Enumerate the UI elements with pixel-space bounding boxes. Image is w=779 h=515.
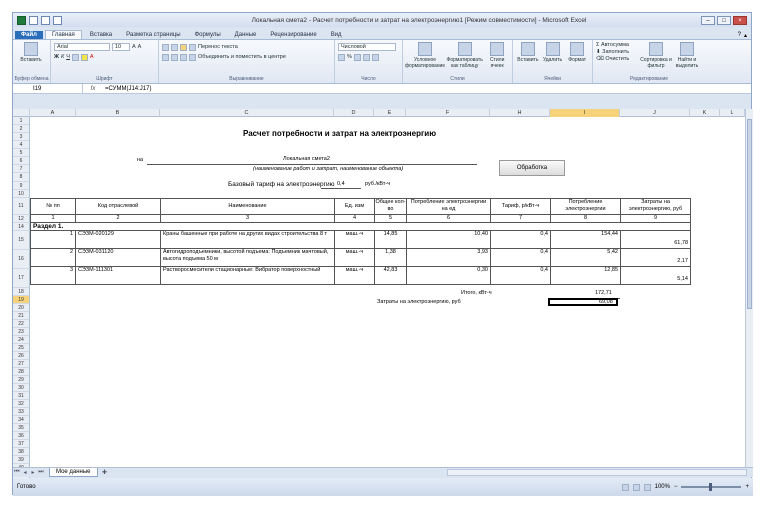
help-icon[interactable]: ? [737, 32, 741, 38]
tab-data[interactable]: Данные [234, 32, 257, 38]
item-name: Автогидроподъемники, высотой подъема: Подъемник мачтовый, высота подъема 50 м [160, 248, 335, 267]
align-right-icon[interactable] [180, 54, 187, 61]
row-header[interactable]: 7 [13, 165, 30, 173]
header-cell: Тариф, р/кВт-ч [490, 198, 551, 215]
fill-color-icon[interactable] [81, 54, 88, 61]
bold-button[interactable]: Ж [54, 54, 59, 60]
tab-formulas[interactable]: Формулы [194, 32, 221, 38]
group-clipboard: Вставить Буфер обмена [13, 40, 51, 83]
group-styles: Условное форматирование Форматировать как таблицу Стили ячеек Стили [403, 40, 513, 83]
item-name: Растворосмесители стационарные: Вибратор поверхностный [160, 266, 335, 285]
header-num: 6 [406, 214, 491, 223]
grow-font-icon[interactable]: A [132, 44, 136, 50]
wrap-text-button[interactable]: Перенос текста [198, 44, 238, 50]
tab-view[interactable]: Вид [330, 32, 342, 38]
row-header[interactable]: 20 [13, 304, 30, 312]
total-value: 172,71 [595, 290, 612, 296]
total-label: Итого, кВт-ч [461, 290, 492, 296]
ribbon-tabs [13, 27, 751, 39]
header-num: 4 [334, 214, 375, 223]
prev-sheet-icon[interactable]: ◂ [23, 470, 27, 476]
align-center-icon[interactable] [171, 54, 178, 61]
item-qty: 14,85 [374, 230, 407, 249]
item-cost: 5,14 [620, 266, 691, 285]
cell-styles-button[interactable]: Стили ячеек [485, 42, 509, 81]
row-header[interactable]: 33 [13, 408, 30, 416]
autosum-button[interactable]: Σ Автосумма [596, 42, 629, 48]
group-cells: Вставить Удалить Формат Ячейки [513, 40, 593, 83]
header-cell: Затраты на электроэнергию, руб [620, 198, 691, 215]
header-cell: Потребление электроэнергии на ед [406, 198, 491, 215]
insert-cells-icon [521, 42, 535, 56]
row-header[interactable]: 24 [13, 336, 30, 344]
conditional-formatting-icon [418, 42, 432, 56]
row-header[interactable]: 9 [13, 182, 30, 190]
cell-styles-icon [490, 42, 504, 56]
maximize-button[interactable]: □ [717, 16, 731, 25]
row-header[interactable]: 14 [13, 223, 30, 231]
row-header[interactable]: 37 [13, 440, 30, 448]
row-header[interactable]: 29 [13, 376, 30, 384]
window-controls [701, 16, 747, 25]
document-title: Расчет потребности и затрат на электроэнергию [243, 129, 437, 138]
zoom-slider-thumb[interactable] [709, 483, 712, 491]
zoom-level[interactable]: 100% [654, 484, 670, 490]
increase-decimal-icon[interactable] [363, 54, 370, 61]
row-header[interactable]: 15 [13, 231, 30, 250]
currency-icon[interactable] [338, 54, 345, 61]
formula-input[interactable]: =СУММ(J14:J17) [105, 85, 152, 92]
underline-button[interactable]: Ч [66, 54, 70, 60]
row-header[interactable]: 39 [13, 456, 30, 464]
formula-bar [13, 84, 751, 94]
group-number: Числовой % Число [335, 40, 403, 83]
merge-center-button[interactable]: Объединить и поместить в центре [198, 54, 286, 60]
insert-function-icon[interactable]: fx [90, 85, 96, 92]
item-number: 2 [30, 248, 76, 267]
horizontal-scrollbar[interactable] [447, 469, 747, 476]
row-header[interactable]: 4 [13, 141, 30, 149]
excel-logo-icon [17, 16, 26, 25]
header-num: 1 [30, 214, 76, 223]
row-header[interactable]: 23 [13, 328, 30, 336]
italic-button[interactable]: К [60, 54, 65, 60]
fill-button[interactable]: ⬇ Заполнить [596, 49, 630, 55]
tab-home[interactable]: Главная [45, 30, 82, 39]
row-header[interactable]: 6 [13, 157, 30, 165]
status-bar [13, 478, 753, 496]
delete-cells-button[interactable]: Удалить [541, 42, 565, 81]
tariff-label: Базовый тариф на электроэнергию [228, 181, 335, 188]
vertical-scrollbar[interactable] [745, 109, 753, 467]
indent-icon[interactable] [189, 54, 196, 61]
minimize-button[interactable]: – [701, 16, 715, 25]
font-size-select[interactable]: 10 [112, 43, 130, 51]
group-editing: Σ Автосумма ⬇ Заполнить ⌫ Очистить Сортировка и фильтр Найти и выделить Редактирование [593, 40, 705, 83]
process-button[interactable]: Обработка [499, 160, 565, 176]
row-header[interactable]: 1 [13, 117, 30, 125]
sheet-tab-bar [13, 467, 753, 477]
binoculars-icon [680, 42, 694, 56]
shrink-font-icon[interactable]: A [137, 44, 142, 50]
zoom-slider[interactable] [681, 486, 741, 488]
item-unit: маш.-ч [334, 248, 375, 267]
new-sheet-icon[interactable]: ✚ [102, 470, 108, 476]
column-header[interactable]: K [690, 109, 720, 117]
row-header[interactable]: 10 [13, 190, 30, 198]
column-header[interactable]: E [374, 109, 406, 117]
row-header[interactable]: 2 [13, 125, 30, 133]
borders-icon[interactable] [72, 54, 79, 61]
align-bottom-icon[interactable] [180, 44, 187, 51]
format-cells-button[interactable]: Формат [565, 42, 589, 81]
item-consumption: 5,42 [550, 248, 621, 267]
header-cell: Ед. изм [334, 198, 375, 215]
first-sheet-icon[interactable]: ⏮ [14, 469, 20, 475]
window-title: Локальная смета2 - Расчет потребности и затрат на электроэнергию1 [Режим совместимости] - Microsoft Excel [251, 16, 587, 24]
align-left-icon[interactable] [162, 54, 169, 61]
cost-value: 69,08 [599, 299, 613, 305]
item-number: 3 [30, 266, 76, 285]
row-header[interactable]: 5 [13, 149, 30, 157]
excel-window [12, 12, 752, 495]
item-tariff: 0,4 [490, 230, 551, 249]
column-header[interactable]: I [550, 109, 620, 117]
comma-style-icon[interactable] [354, 54, 361, 61]
last-sheet-icon[interactable]: ⏭ [38, 469, 44, 475]
row-header[interactable]: 8 [13, 173, 30, 182]
column-header[interactable]: J [620, 109, 690, 117]
tariff-underline [321, 188, 361, 189]
row-header[interactable]: 11 [13, 198, 30, 215]
paste-icon [24, 42, 38, 56]
font-color-icon[interactable]: A [89, 54, 94, 60]
percent-icon[interactable]: % [347, 54, 352, 60]
row-header[interactable]: 18 [13, 288, 30, 296]
format-as-table-icon [458, 42, 472, 56]
header-cell: Потребление электроэнергии [550, 198, 621, 215]
item-code: СЭЗМ-031120 [75, 248, 161, 267]
find-select-button[interactable]: Найти и выделить [672, 42, 702, 81]
zoom-in-icon[interactable]: + [745, 484, 749, 490]
tab-review[interactable]: Рецензирование [270, 32, 317, 38]
paste-button[interactable]: Вставить [16, 42, 46, 63]
row-header[interactable]: 12 [13, 215, 30, 223]
item-code: СЭЗМ-020129 [75, 230, 161, 249]
row-header[interactable]: 27 [13, 360, 30, 368]
header-num: 5 [374, 214, 407, 223]
group-alignment: Перенос текста Объединить и поместить в центре Выравнивание [159, 40, 335, 83]
header-cell: № пп [30, 198, 76, 215]
row-header[interactable]: 34 [13, 416, 30, 424]
header-num: 2 [75, 214, 161, 223]
delete-cells-icon [546, 42, 560, 56]
worksheet-grid[interactable] [13, 109, 745, 467]
scroll-thumb[interactable] [747, 119, 752, 309]
conditional-formatting-button[interactable]: Условное форматирование [406, 42, 444, 81]
format-as-table-button[interactable]: Форматировать как таблицу [446, 42, 483, 81]
header-num: 3 [160, 214, 335, 223]
header-num: 9 [620, 214, 691, 223]
item-cost: 2,17 [620, 248, 691, 267]
item-consumption: 12,85 [550, 266, 621, 285]
zoom-out-icon[interactable]: − [673, 484, 678, 490]
item-qty: 42,83 [374, 266, 407, 285]
item-number: 1 [30, 230, 76, 249]
zoom-control [622, 484, 749, 491]
sheet-tab[interactable]: Мое данные [49, 468, 98, 477]
row-header[interactable]: 17 [13, 269, 30, 288]
object-name: Локальная смета2 [283, 156, 330, 162]
column-header[interactable]: H [490, 109, 550, 117]
item-tariff: 0,4 [490, 248, 551, 267]
tariff-unit: руб./кВт-ч [365, 181, 391, 187]
ribbon-minimize-icon[interactable]: ▴ [743, 33, 747, 39]
align-top-icon[interactable] [162, 44, 169, 51]
tab-page-layout[interactable]: Разметка страницы [126, 32, 181, 38]
row-header[interactable]: 19 [13, 296, 30, 304]
row-header[interactable]: 36 [13, 432, 30, 440]
row-header[interactable]: 25 [13, 344, 30, 352]
number-format-select[interactable]: Числовой [338, 43, 396, 51]
object-caption: (наименование работ и затрат, наименование объекта) [253, 166, 404, 172]
column-header[interactable]: D [334, 109, 374, 117]
item-qty: 1,38 [374, 248, 407, 267]
column-header[interactable]: B [76, 109, 160, 117]
item-per-unit: 0,30 [406, 266, 491, 285]
tab-file[interactable]: Файл [15, 31, 43, 39]
tariff-value: 0,4 [337, 181, 345, 187]
object-underline [147, 164, 477, 165]
quick-access-toolbar [17, 16, 137, 25]
tab-insert[interactable]: Вставка [89, 32, 113, 38]
item-consumption: 154,44 [550, 230, 621, 249]
row-header[interactable]: 38 [13, 448, 30, 456]
row-header[interactable]: 16 [13, 250, 30, 269]
column-header[interactable]: F [406, 109, 490, 117]
header-num: 7 [490, 214, 551, 223]
header-num: 8 [550, 214, 621, 223]
row-header[interactable]: 30 [13, 384, 30, 392]
section-row: Раздел 1. [30, 222, 691, 231]
column-header[interactable]: A [30, 109, 76, 117]
next-sheet-icon[interactable]: ▸ [31, 470, 35, 476]
orientation-icon[interactable] [189, 44, 196, 51]
save-icon[interactable] [29, 16, 38, 25]
item-per-unit: 10,40 [406, 230, 491, 249]
ribbon [13, 39, 751, 84]
header-cell: Наименование [160, 198, 335, 215]
row-header[interactable]: 35 [13, 424, 30, 432]
format-cells-icon [570, 42, 584, 56]
row-header[interactable]: 32 [13, 400, 30, 408]
page-break-view-icon[interactable] [644, 484, 651, 491]
sort-filter-button[interactable]: Сортировка и фильтр [640, 42, 672, 81]
item-per-unit: 3,93 [406, 248, 491, 267]
item-unit: маш.-ч [334, 230, 375, 249]
column-headers [13, 109, 745, 117]
row-header[interactable]: 21 [13, 312, 30, 320]
name-box[interactable]: I19 [13, 84, 83, 93]
undo-icon[interactable] [41, 16, 50, 25]
sort-filter-icon [649, 42, 663, 56]
header-cell: Код отраслевой [75, 198, 161, 215]
item-unit: маш.-ч [334, 266, 375, 285]
row-header[interactable]: 28 [13, 368, 30, 376]
decrease-decimal-icon[interactable] [372, 54, 379, 61]
item-name: Краны башенные при работе на других видах строительства 8 т [160, 230, 335, 249]
na-label: на [137, 157, 144, 163]
item-cost: 61,78 [620, 230, 691, 249]
title-bar [13, 13, 751, 27]
cost-label: Затраты на электроэнергию, руб [377, 299, 461, 305]
normal-view-icon[interactable] [622, 484, 629, 491]
header-cell: Общее кол-во [374, 198, 407, 215]
item-tariff: 0,4 [490, 266, 551, 285]
select-all-corner[interactable] [13, 109, 30, 117]
insert-cells-button[interactable]: Вставить [516, 42, 540, 81]
row-header[interactable]: 22 [13, 320, 30, 328]
row-header[interactable]: 3 [13, 133, 30, 141]
row-header[interactable]: 26 [13, 352, 30, 360]
align-middle-icon[interactable] [171, 44, 178, 51]
close-button[interactable]: × [733, 16, 747, 25]
row-header[interactable]: 31 [13, 392, 30, 400]
clear-button[interactable]: ⌫ Очистить [596, 56, 630, 62]
column-header[interactable]: C [160, 109, 334, 117]
page-layout-view-icon[interactable] [633, 484, 640, 491]
redo-icon[interactable] [53, 16, 62, 25]
group-font: Arial 10 A A Ж К Ч A Шрифт [51, 40, 159, 83]
font-name-select[interactable]: Arial [54, 43, 110, 51]
column-header[interactable]: L [720, 109, 745, 117]
item-code: СЭЗМ-111301 [75, 266, 161, 285]
status-ready: Готово [17, 484, 36, 490]
